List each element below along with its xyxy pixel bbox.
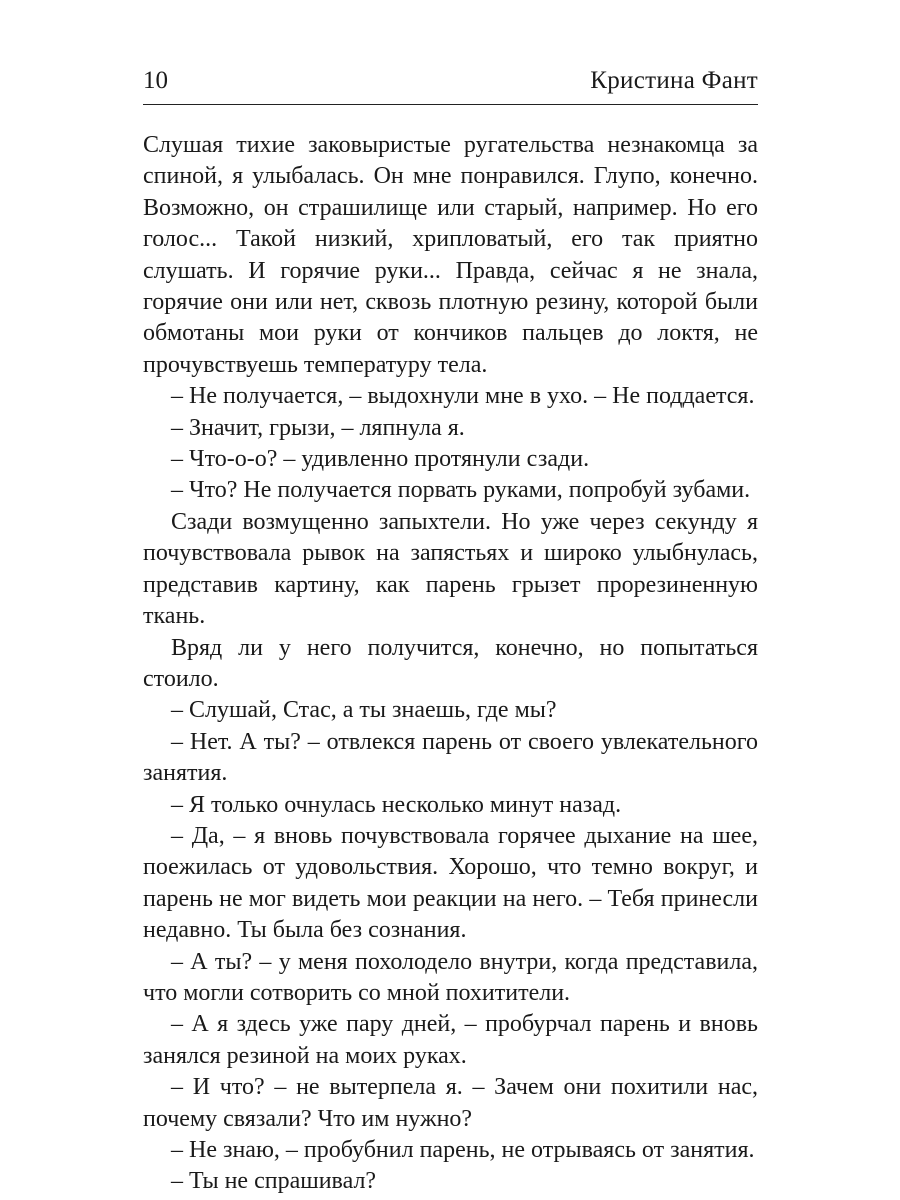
page-header [143, 62, 758, 102]
paragraph: – Не получается, – выдохнули мне в ухо. – Не поддается. [171, 383, 755, 410]
page-number: 10 [143, 67, 168, 94]
paragraph: – А я здесь уже пару дней, – пробурчал парень и вновь занялся резиной на моих руках. [143, 1011, 758, 1069]
paragraph: – Что-о-о? – удивленно протянули сзади. [171, 446, 590, 473]
paragraph: – Ты не спрашивал? [171, 1168, 377, 1195]
paragraph: – Не знаю, – пробубнил парень, не отрываясь от занятия. [171, 1137, 755, 1163]
header-rule [143, 104, 758, 105]
paragraph: – Нет. А ты? – отвлекся парень от своего увлекательного занятия. [143, 728, 758, 787]
paragraph: – Что? Не получается порвать руками, попробуй зубами. [171, 477, 751, 504]
paragraph: Слушая тихие заковыристые ругательства незнакомца за спиной, я улыбалась. Он мне понравился. Глупо, конечно. Возможно, он страшилище или старый, например. Но его голос... Такой низкий, хрипловатый, его так приятно слушать. И горячие руки... Правда, сейчас я не знала, горячие они или нет, сквозь плотную резину, которой были обмотаны мои руки от кончиков пальцев до локтя, не прочувствуешь температуру тела. [143, 132, 758, 378]
paragraph: – А ты? – у меня похолодело внутри, когда представила, что могли сотворить со мной похитители. [143, 948, 758, 1006]
paragraph: – Значит, грызи, – ляпнула я. [171, 414, 465, 441]
running-title: Кристина Фант [590, 67, 758, 94]
paragraph: Вряд ли у него получится, конечно, но попытаться стоило. [143, 634, 758, 692]
paragraph: – Да, – я вновь почувствовала горячее дыхание на шее, поежилась от удовольствия. Хорошо, что темно вокруг, и парень не мог видеть мои реакции на него. – Тебя принесли недавно. Ты была без сознания. [143, 822, 758, 944]
paragraph: – Я только очнулась несколько минут назад. [171, 791, 622, 818]
paragraph: – Слушай, Стас, а ты знаешь, где мы? [171, 697, 557, 724]
body-text [143, 130, 758, 1198]
paragraph: – И что? – не вытерпела я. – Зачем они похитили нас, почему связали? Что им нужно? [143, 1074, 758, 1132]
paragraph: Сзади возмущенно запыхтели. Но уже через секунду я почувствовала рывок на запястьях и широко улыбнулась, представив картину, как парень грызет прорезиненную ткань. [143, 508, 758, 630]
